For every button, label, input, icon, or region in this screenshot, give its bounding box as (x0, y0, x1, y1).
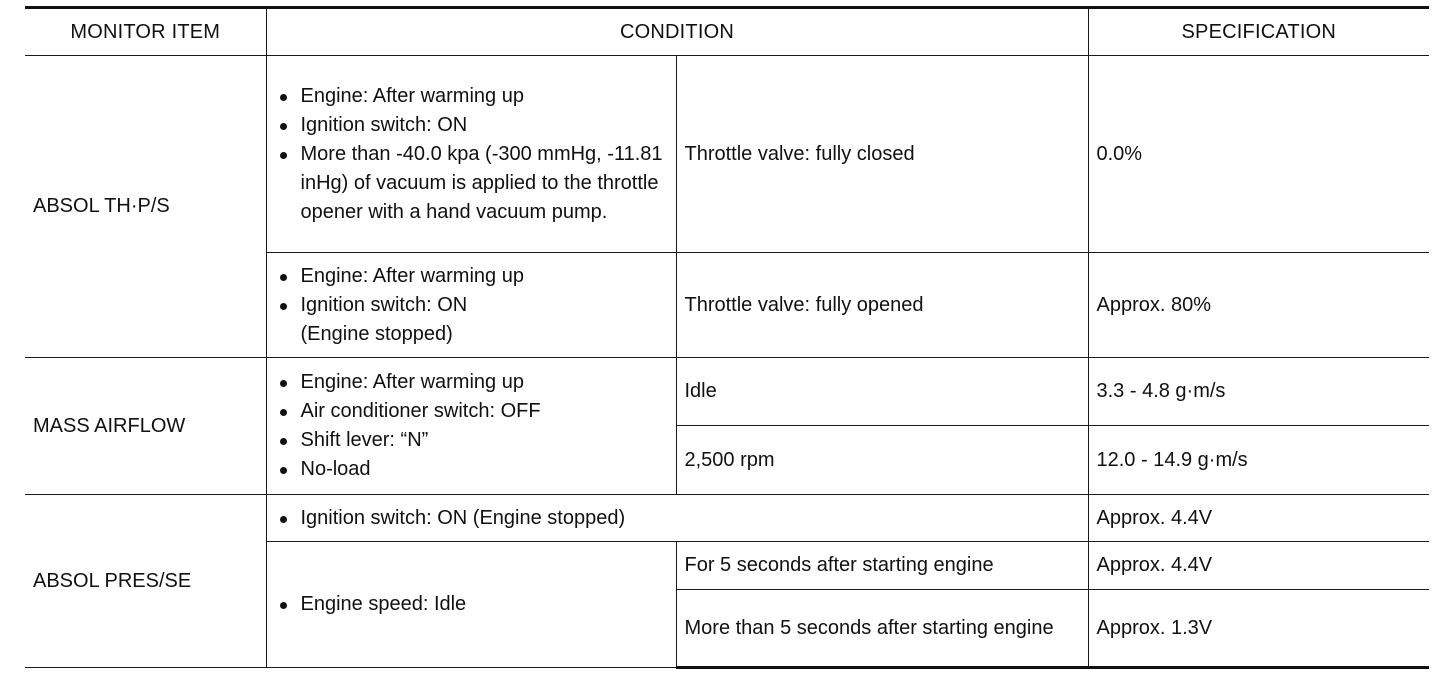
condition-bullets-cell (266, 495, 1088, 542)
spec-cell: Approx. 1.3V (1088, 590, 1429, 668)
table-row (25, 495, 1429, 542)
condition-bullets-cell (266, 56, 676, 253)
header-row (25, 8, 1429, 56)
condition-cell: For 5 seconds after starting engine (676, 542, 1088, 590)
bullet-list (275, 262, 668, 320)
bullet-item: Ignition switch: ON (Engine stopped) (275, 504, 1080, 533)
header-condition: CONDITION (266, 8, 1088, 56)
spec-cell: Approx. 4.4V (1088, 495, 1429, 542)
monitor-spec-table (25, 6, 1429, 669)
bullet-item: Ignition switch: ON (275, 291, 668, 320)
table-row (25, 358, 1429, 426)
bullet-list (275, 368, 668, 484)
header-monitor-item: MONITOR ITEM (25, 8, 266, 56)
document-page (25, 6, 1429, 669)
bullet-item: Engine: After warming up (275, 262, 668, 291)
spec-cell: 3.3 - 4.8 g·m/s (1088, 358, 1429, 426)
bullet-item: Engine speed: Idle (275, 590, 668, 619)
condition-bullets-cell (266, 253, 676, 358)
monitor-item-absol-presse: ABSOL PRES/SE (25, 495, 266, 668)
bullet-item: Engine: After warming up (275, 368, 668, 397)
spec-cell: 0.0% (1088, 56, 1429, 253)
spec-cell: 12.0 - 14.9 g·m/s (1088, 426, 1429, 495)
bullet-item: Engine: After warming up (275, 82, 668, 111)
condition-bullets-cell (266, 358, 676, 495)
bullet-list (275, 82, 668, 227)
condition-cell: Throttle valve: fully opened (676, 253, 1088, 358)
monitor-item-mass-airflow: MASS AIRFLOW (25, 358, 266, 495)
bullet-item: More than -40.0 kpa (-300 mmHg, -11.81 inHg) of vacuum is applied to the throttle opener with a hand vacuum pump. (275, 140, 668, 227)
condition-cell: More than 5 seconds after starting engine (676, 590, 1088, 668)
table-row (25, 56, 1429, 253)
bullet-list (275, 590, 668, 619)
condition-note: (Engine stopped) (300, 322, 453, 345)
header-specification: SPECIFICATION (1088, 8, 1429, 56)
bullet-list (275, 504, 1080, 533)
spec-cell: Approx. 80% (1088, 253, 1429, 358)
bullet-item: Shift lever: “N” (275, 426, 668, 455)
bullet-item: No-load (275, 455, 668, 484)
bullet-item: Air conditioner switch: OFF (275, 397, 668, 426)
bullet-item: Ignition switch: ON (275, 111, 668, 140)
condition-cell: Idle (676, 358, 1088, 426)
condition-cell: Throttle valve: fully closed (676, 56, 1088, 253)
condition-bullets-cell (266, 542, 676, 668)
condition-cell: 2,500 rpm (676, 426, 1088, 495)
spec-cell: Approx. 4.4V (1088, 542, 1429, 590)
monitor-item-absol-thps: ABSOL TH·P/S (25, 56, 266, 358)
